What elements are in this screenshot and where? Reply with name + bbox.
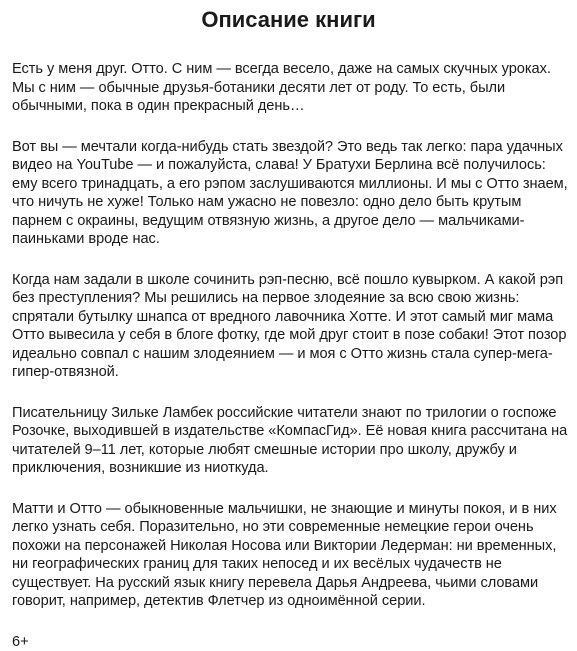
paragraph-fame: Вот вы — мечтали когда-нибудь стать звездой? Это ведь так легко: пара удачных видео на YouTube — и пожалуйста, слава! У Братухи Берлина всё получилось: ему всего тринадцать, а его рэпом заслушиваются миллионы. И мы с Отто знаем, что ничуть не хуже! Только нам ужасно не повезло: одно дело быть крутым парнем с окраины, ведущим отвязную жизнь, а другое дело — мальчиками-паиньками вроде нас. (12, 138, 568, 249)
paragraph-author: Писательницу Зильке Ламбек российские читатели знают по трилогии о госпоже Розочке, выходившей в издательстве «КомпасГид». Её новая книга рассчитана на читателей 9–11 лет, которые любят смешные истории про школу, дружбу и приключения, возникшие из ниоткуда. (12, 404, 568, 478)
paragraph-heroes: Матти и Отто — обыкновенные мальчишки, не знающие и минуты покоя, и в них легко узнать себя. Поразительно, но эти современные немецкие герои очень похожи на персонажей Николая Носова или Виктории Ледерман: ни временных, ни географических границ для таких непосед и их весёлых чудачеств не существует. На русский язык книгу перевела Дарья Андреева, чьими словами говорит, например, детектив Флетчер из одноимённой серии. (12, 500, 568, 611)
page-title: Описание книги (0, 7, 577, 33)
age-rating: 6+ (12, 633, 568, 651)
paragraph-intro: Есть у меня друг. Отто. С ним — всегда весело, даже на самых скучных уроках. Мы с ним — обычные друзья-ботаники десяти лет от роду. То есть, были обычными, пока в один прекрасный день… (12, 60, 568, 116)
description-body (12, 60, 568, 651)
paragraph-rap-song: Когда нам задали в школе сочинить рэп-песню, всё пошло кувырком. А какой рэп без преступления? Мы решились на первое злодеяние за всю свою жизнь: спрятали бутылку шнапса от вредного лавочника Хотте. И этот самый миг мама Отто вывесила у себя в блоге фотку, где мой друг стоит в позе собаки! Этот позор идеально совпал с нашим злодеянием — и моя с Отто жизнь стала супер-мега-гипер-отвязной. (12, 271, 568, 382)
